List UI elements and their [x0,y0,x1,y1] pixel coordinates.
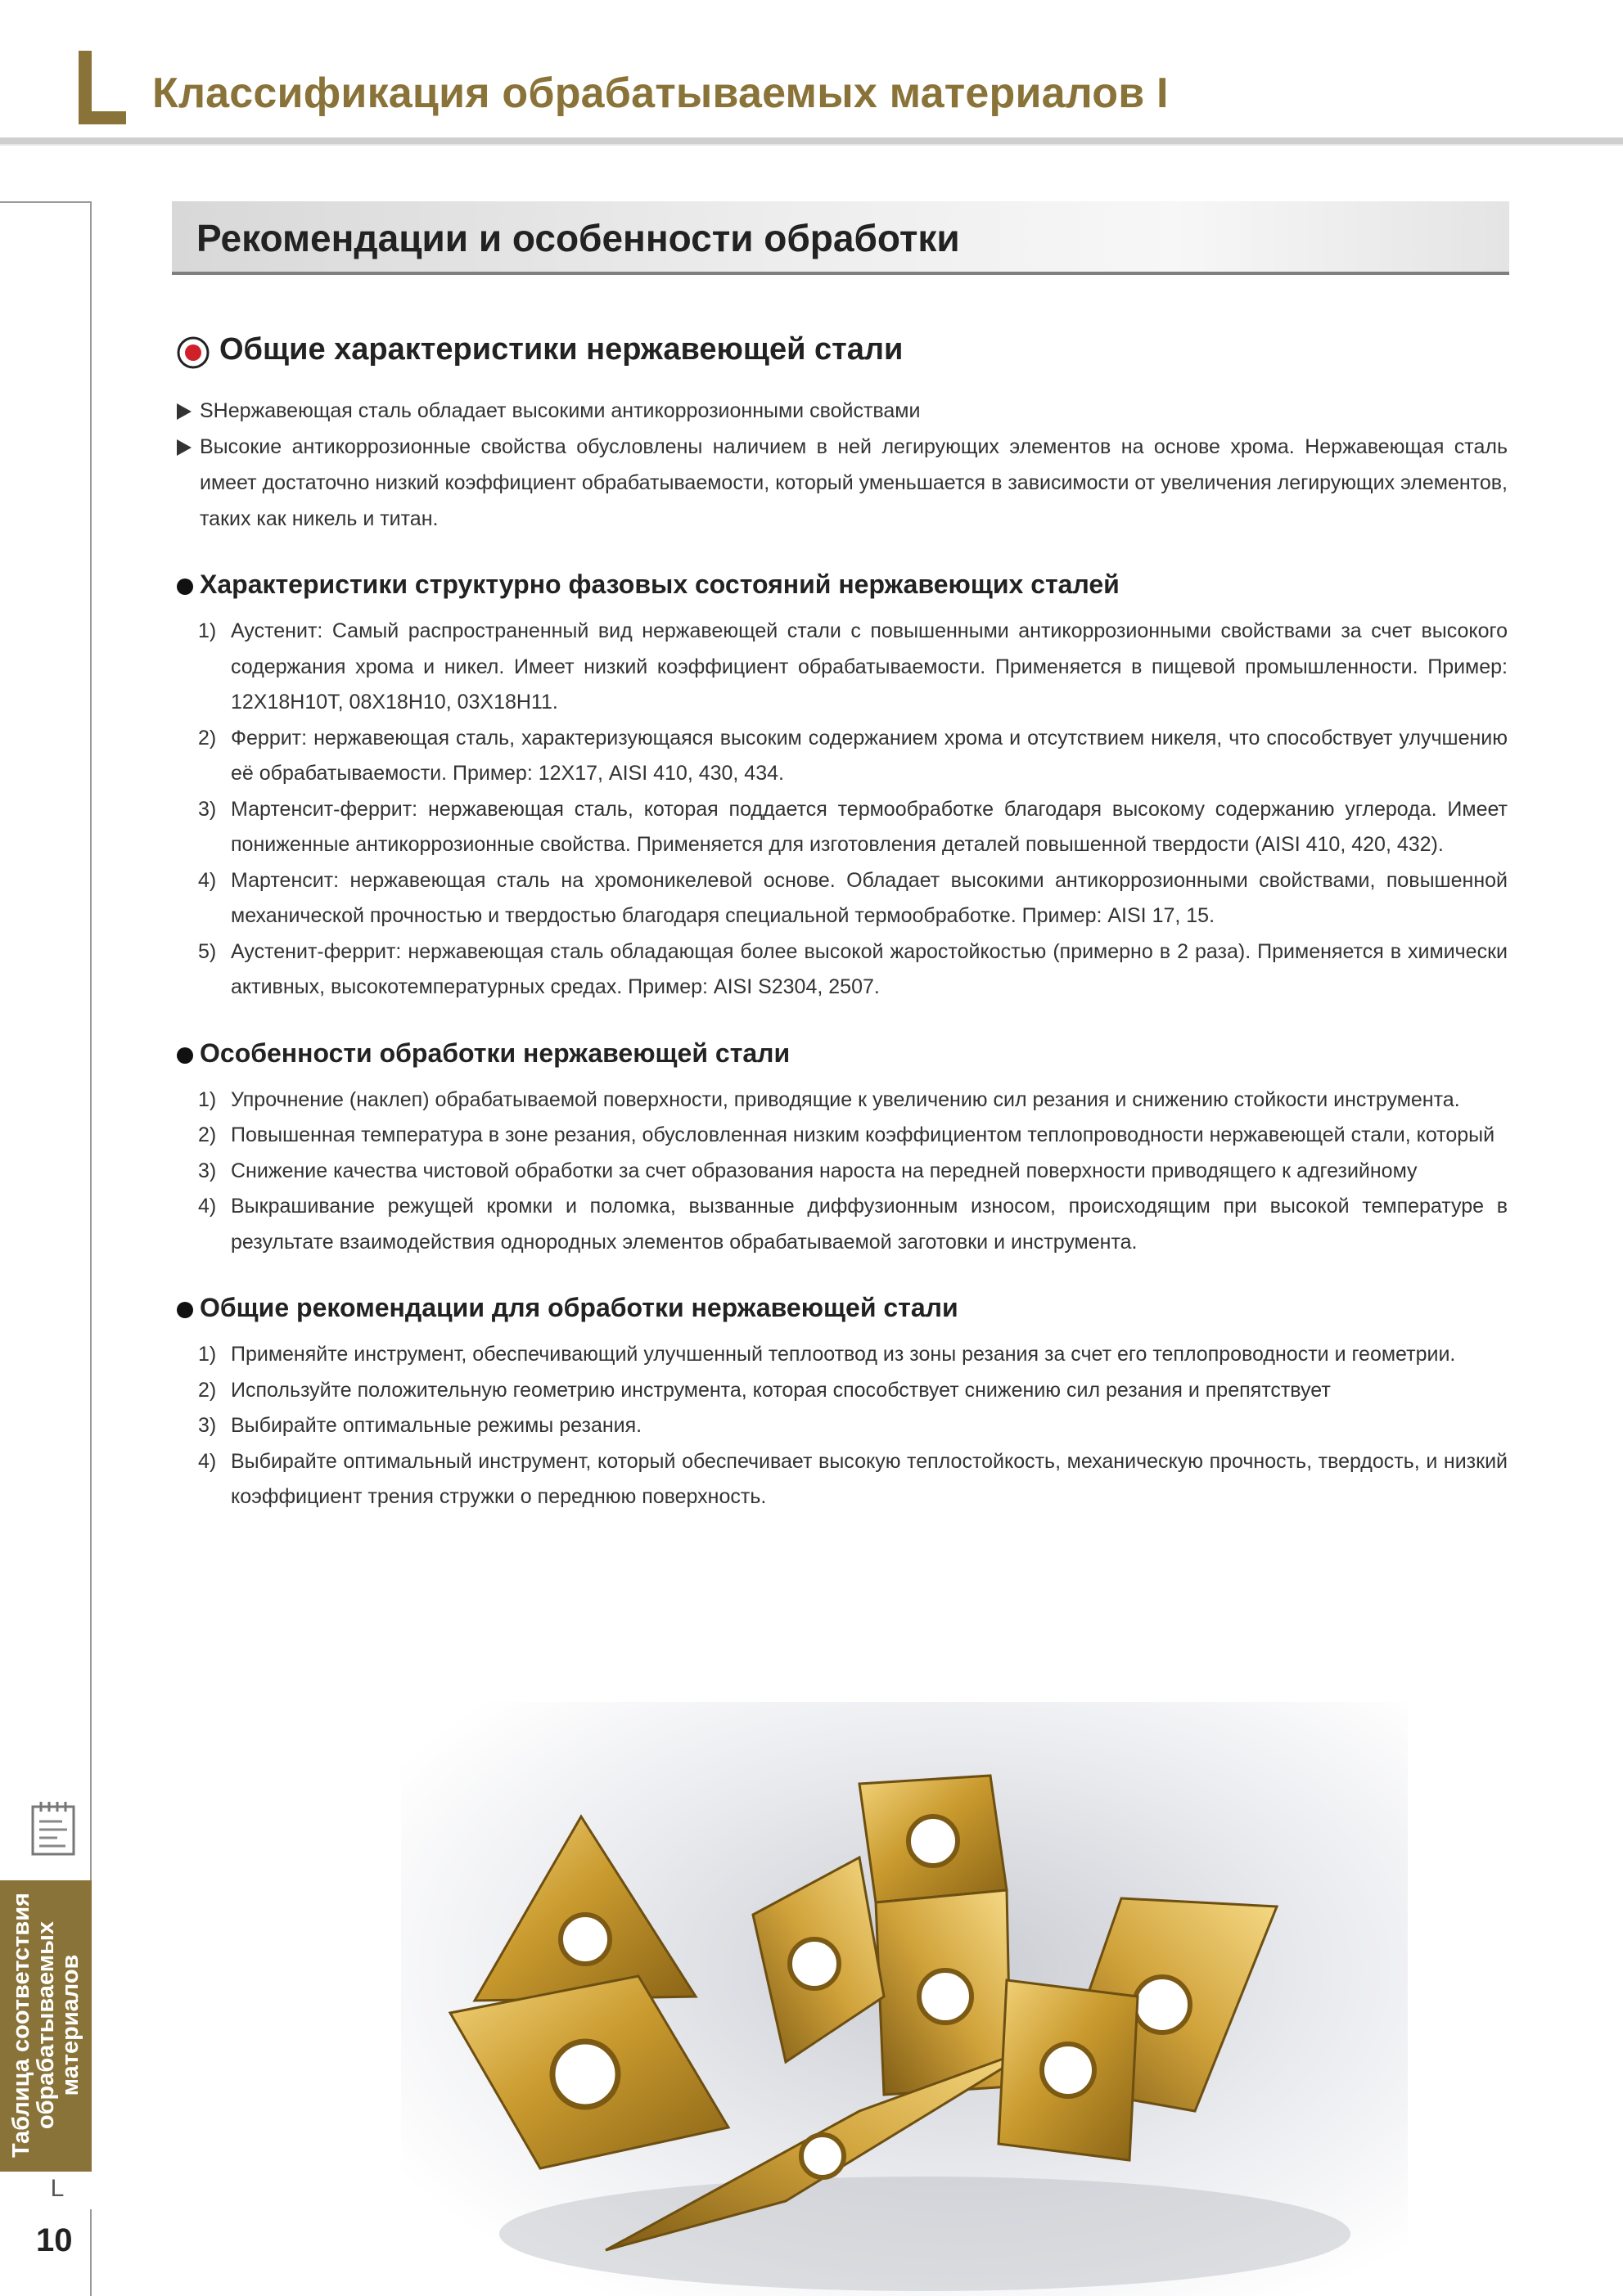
section-banner-title: Рекомендации и особенности обработки [196,217,960,259]
item-text: Выкрашивание режущей кромки и поломка, вызванные диффузионным износом, происходящим при высокой температуре в результате взаимодействия однородных элементов обрабатываемой заготовки и инструмента. [231,1195,1508,1254]
general-item-text: Высокие антикоррозионные свойства обусловлены наличием в ней легирующих элементов на основе хрома. Нержавеющая сталь имеет достаточно низкий коэффициент обрабатываемости, который уменьшается в зависимости от увеличения легирующих элементов, таких как никель и титан. [200,435,1508,530]
item-text: Применяйте инструмент, обеспечивающий улучшенный теплоотвод из зоны резания за счет его теплопроводности и геометрии. [231,1343,1456,1366]
item-text: Упрочнение (наклеп) обрабатываемой поверхности, приводящие к увеличению сил резания и снижению стойкости инструмента. [231,1087,1460,1111]
item-text: Мартенсит: нержавеющая сталь на хромоникелевой основе. Обладает высокими антикоррозионными свойствами, повышенной механической прочностью и твердостью благодаря специальной термообработке. Пример: AISI 17, 15. [231,868,1508,927]
sidebar-section-letter: L [50,2175,65,2202]
item-number: 1) [198,1343,217,1366]
list-item [174,863,1508,934]
list-item [174,721,1508,792]
list-item [174,934,1508,1006]
general-list-item [174,393,1508,429]
general-list-item [174,429,1508,537]
general-heading [174,326,1508,383]
item-number: 3) [198,797,217,821]
list-item [174,1154,1508,1190]
item-text: Аустенит-феррит: нержавеющая сталь обладающая более высокой жаростойкостью (примерно в 2 раза). Применяется в химически активных, высокотемпературных средах. Пример: AISI S2304, 2507. [231,939,1508,998]
item-number: 2) [198,1123,217,1146]
list-item [174,1444,1508,1515]
section-heading-text: Общие рекомендации для обработки нержавеющей стали [200,1293,958,1322]
item-number: 3) [198,1159,217,1182]
list-item [174,1189,1508,1260]
item-number: 2) [198,1378,217,1402]
triangle-bullet-icon [177,439,192,456]
item-number: 1) [198,1087,217,1111]
section-heading-text: Характеристики структурно фазовых состояний нержавеющих сталей [200,569,1120,599]
section-letter-logo [79,51,128,124]
section-banner [172,201,1509,275]
item-text: Используйте положительную геометрию инструмента, которая способствует снижению сил резания и препятствует [231,1378,1331,1402]
dot-bullet-icon [177,579,193,595]
section-heading [174,1037,1508,1083]
item-text: Снижение качества чистовой обработки за счет образования нароста на передней поверхности приводящего к адгезийному [231,1159,1418,1182]
sidebar-category-tab[interactable] [0,1880,92,2170]
section-heading [174,1291,1508,1337]
sidebar-label-line: Таблица соответствия [8,1893,34,2158]
target-bullet-icon [177,336,210,369]
section-heading [174,568,1508,614]
list-item [174,614,1508,721]
list-item [174,1083,1508,1119]
dot-bullet-icon [177,1302,193,1318]
list-item [174,1337,1508,1373]
list-item [174,1373,1508,1409]
sidebar-category-label [9,1893,83,2158]
item-text: Выбирайте оптимальные режимы резания. [231,1414,642,1437]
dot-bullet-icon [177,1047,193,1064]
page-number: 10 [36,2222,73,2258]
general-item-text: SНержавеющая сталь обладает высокими антикоррозионными свойствами [200,399,921,422]
item-number: 3) [198,1414,217,1437]
item-number: 4) [198,1195,217,1218]
notepad-icon [29,1799,79,1857]
page-title: Классификация обрабатываемых материалов I [152,70,1169,117]
header-divider [0,137,1623,144]
list-item [174,1118,1508,1154]
item-text: Мартенсит-феррит: нержавеющая сталь, которая поддается термообработке благодаря высокому содержанию углерода. Имеет пониженные антикоррозионные свойства. Применяется для изготовления деталей повышенной твердости (AISI 410, 420, 432). [231,797,1508,856]
list-item [174,1408,1508,1444]
general-heading-text: Общие характеристики нержавеющей стали [219,332,904,367]
item-number: 4) [198,868,217,892]
item-number: 1) [198,619,217,642]
item-text: Феррит: нержавеющая сталь, характеризующаяся высоким содержанием хрома и отсутствием никеля, что способствует улучшению её обрабатываемости. Пример: 12Х17, AISI 410, 430, 434. [231,726,1508,785]
item-text: Выбирайте оптимальный инструмент, который обеспечивает высокую теплостойкость, механическую прочность, твердость, и низкий коэффициент трения стружки о переднюю поверхность. [231,1449,1508,1508]
item-number: 2) [198,726,217,750]
sidebar-label-line: материалов [57,1954,83,2096]
item-text: Аустенит: Самый распространенный вид нержавеющей стали с повышенными антикоррозионными свойствами за счет высокого содержания хрома и никел. Имеет низкий коэффициент обрабатываемости. Применяется в пищевой промышленности. Пример: 12Х18Н10Т, 08Х18Н10, 03Х18Н11. [231,619,1508,714]
item-number: 4) [198,1449,217,1473]
main-content [174,326,1508,1515]
item-number: 5) [198,939,217,963]
carbide-inserts-photo [401,1702,1408,2296]
section-heading-text: Особенности обработки нержавеющей стали [200,1038,791,1068]
item-text: Повышенная температура в зоне резания, обусловленная низким коэффициентом теплопроводности нержавеющей стали, который [231,1123,1495,1146]
triangle-bullet-icon [177,403,192,420]
list-item [174,792,1508,863]
header-divider-shadow [0,144,1623,146]
sidebar-label-line: обрабатываемых [33,1920,59,2130]
